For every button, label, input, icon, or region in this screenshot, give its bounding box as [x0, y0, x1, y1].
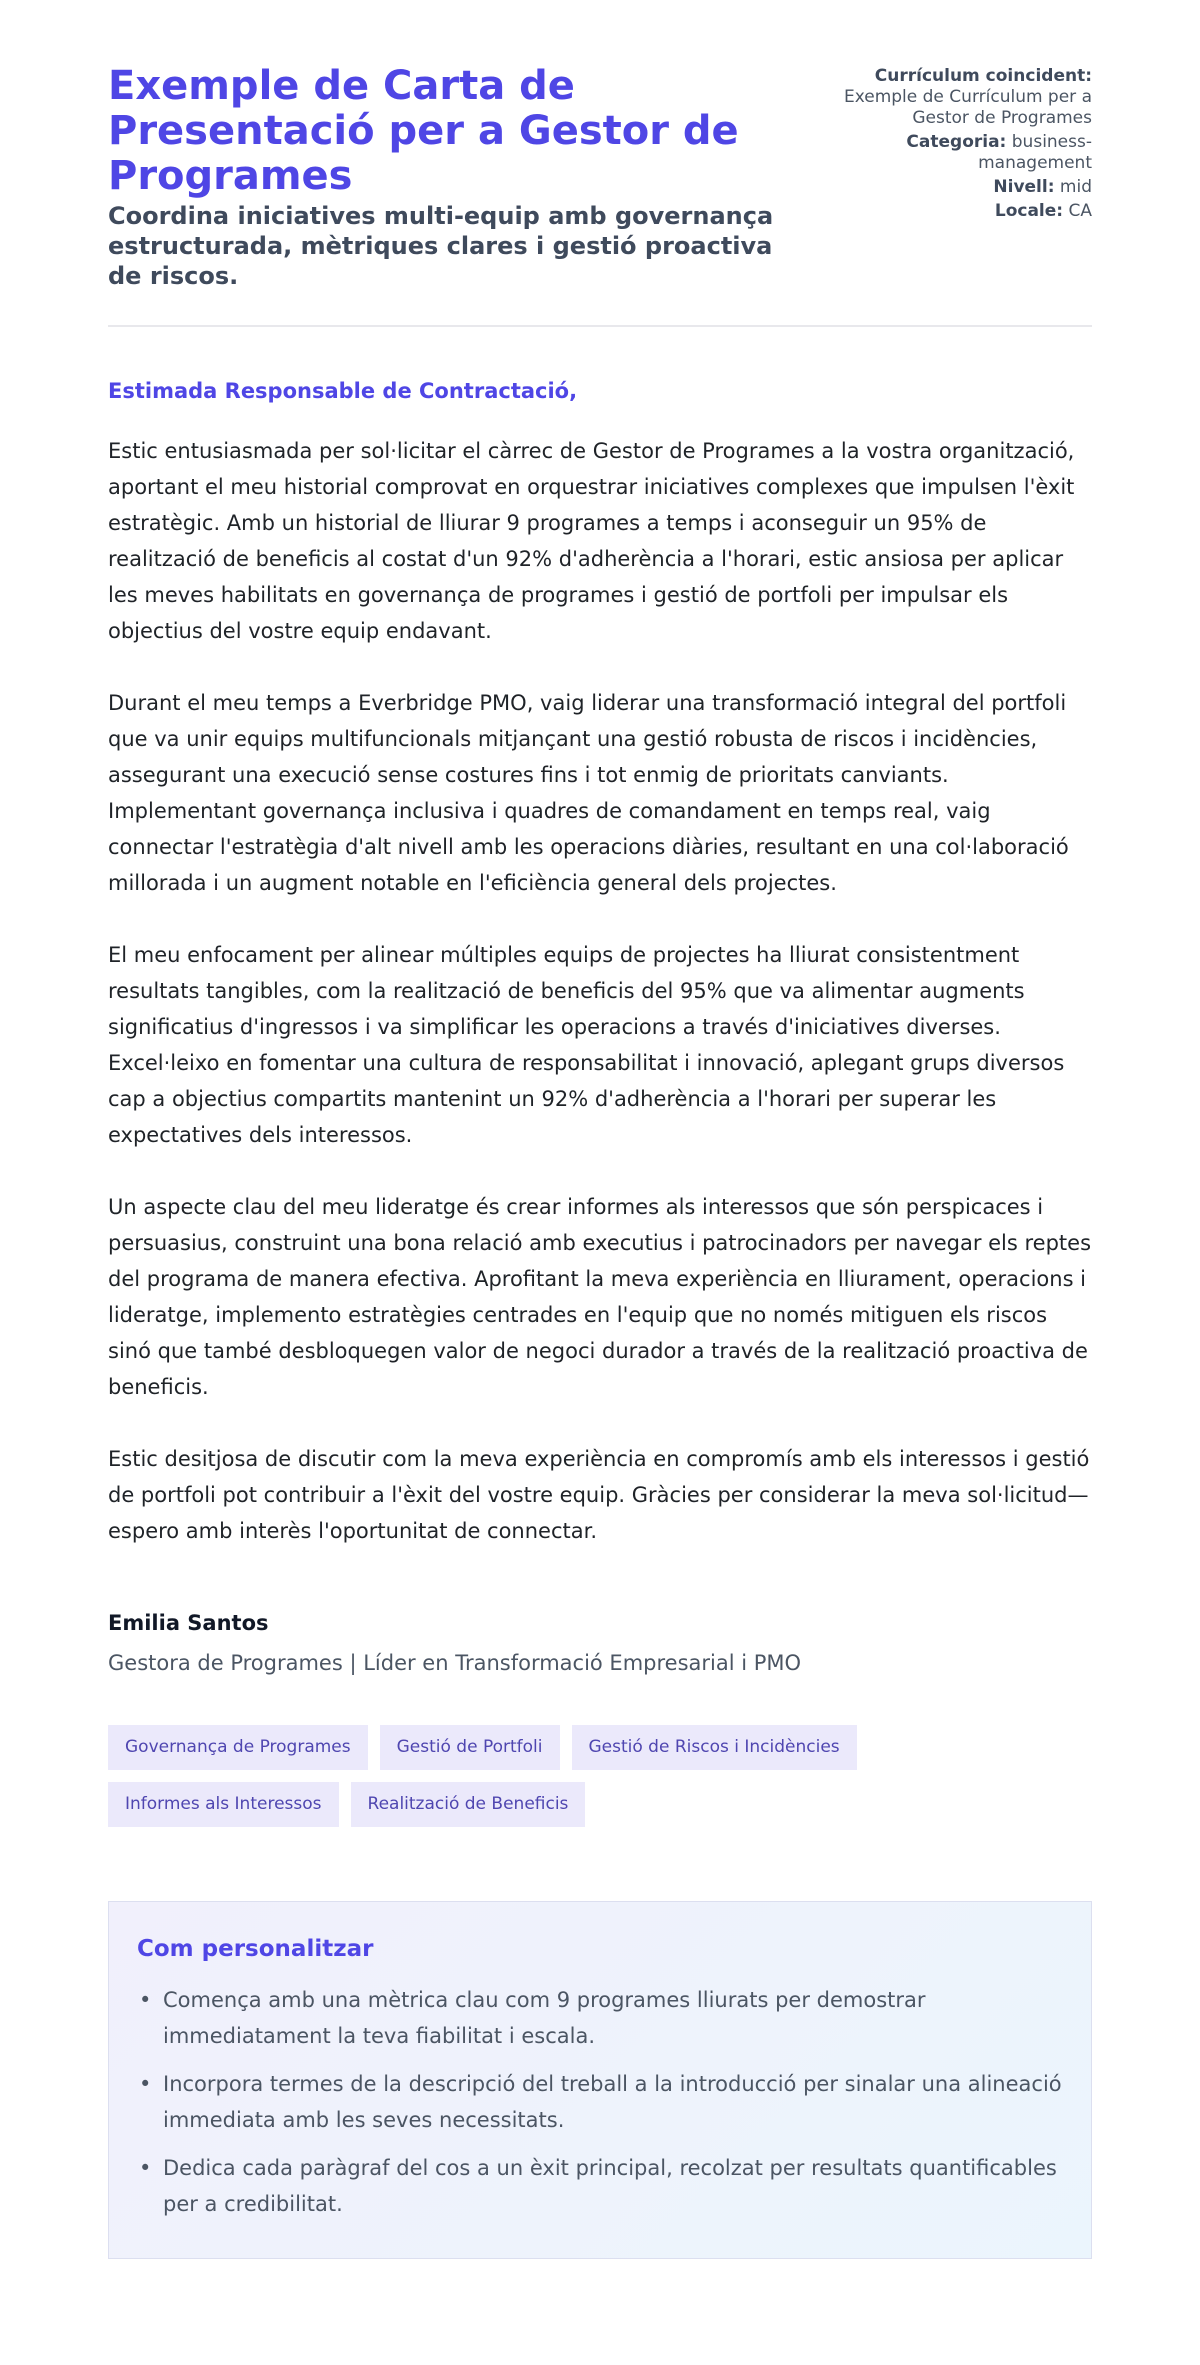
meta-value: CA — [1068, 201, 1092, 221]
customization-tips — [108, 1901, 1092, 2259]
letter-body — [108, 433, 1092, 1549]
bullet-icon: • — [139, 2072, 152, 2096]
tips-list — [137, 1982, 1063, 2222]
skill-tags — [108, 1725, 868, 1827]
page-title: Exemple de Carta de Presentació per a Gestor de Programes — [108, 63, 739, 199]
tips-title: Com personalitzar — [137, 1936, 374, 1962]
tip-text: Comença amb una mètrica clau com 9 programes lliurats per demostrar immediatament la teva fiabilitat i escala. — [163, 1988, 926, 2048]
paragraph-intro: Estic entusiasmada per sol·licitar el càrrec de Gestor de Programes a la vostra organització, aportant el meu historial comprovat en orquestrar iniciatives complexes que impulsen l'èxit estratègic. Amb un historial de lliurar 9 programes a temps i aconseguir un 95% de realització de beneficis al costat d'un 92% d'adherència a l'horari, estic ansiosa per aplicar les meves habilitats en governança de programes i gestió de portfoli per impulsar els objectius del vostre equip endavant. — [108, 439, 1075, 643]
signature-title: Gestora de Programes | Líder en Transformació Empresarial i PMO — [108, 1651, 802, 1675]
signature-name: Emilia Santos — [108, 1611, 269, 1635]
meta-matched-resume — [822, 66, 1092, 129]
page-subtitle: Coordina iniciatives multi-equip amb governança estructurada, mètriques clares i gestió proactiva de riscos. — [108, 202, 774, 290]
bullet-icon: • — [139, 2156, 152, 2180]
meta-key: Locale: — [994, 201, 1064, 221]
paragraph-experience: Durant el meu temps a Everbridge PMO, vaig liderar una transformació integral del portfoli que va unir equips multifuncionals mitjançant una gestió robusta de riscos i incidències, assegurant una execució sense costures fins i tot enmig de prioritats canviants. Implementant governança inclusiva i quadres de comandament en temps real, vaig connectar l'estratègia d'alt nivell amb les operacions diàries, resultant en una col·laboració millorada i un augment notable en l'eficiència general dels projectes. — [108, 691, 1069, 895]
tip-text: Incorpora termes de la descripció del treball a la introducció per sinalar una alineació immediata amb les seves necessitats. — [163, 2072, 1062, 2132]
tip-item — [137, 2066, 1063, 2138]
skill-tag: Realització de Beneficis — [351, 1782, 586, 1827]
meta-key: Categoria: — [906, 132, 1007, 152]
tip-item — [137, 1982, 1063, 2054]
skill-tag: Gestió de Portfoli — [380, 1725, 560, 1770]
tip-item — [137, 2150, 1063, 2222]
meta-key: Currículum coincident: — [874, 66, 1092, 86]
meta-info — [822, 66, 1092, 225]
paragraph-approach: El meu enfocament per alinear múltiples equips de projectes ha lliurat consistentment resultats tangibles, com la realització de beneficis del 95% que va alimentar augments significatius d'ingressos i va simplificar les operacions a través d'iniciatives diverses. Excel·leixo en fomentar una cultura de responsabilitat i innovació, aplegant grups diversos cap a objectius compartits mantenint un 92% d'adherència a l'horari per superar les expectatives dels interessos. — [108, 943, 1065, 1147]
meta-value: Exemple de Currículum per a Gestor de Programes — [843, 87, 1092, 128]
salutation: Estimada Responsable de Contractació, — [108, 379, 578, 403]
paragraph-leadership: Un aspecte clau del meu lideratge és crear informes als interessos que són perspicaces i persuasius, construint una bona relació amb executius i patrocinadors per navegar els reptes del programa de manera efectiva. Aprofitant la meva experiència en lliurament, operacions i lideratge, implemento estratègies centrades en l'equip que no només mitiguen els riscos sinó que també desbloquegen valor de negoci durador a través de la realització proactiva de beneficis. — [108, 1195, 1092, 1399]
meta-locale — [822, 201, 1092, 222]
meta-value: mid — [1059, 177, 1092, 197]
skill-tag: Gestió de Riscos i Incidències — [572, 1725, 857, 1770]
header-titles — [108, 64, 798, 291]
meta-value: business-management — [978, 132, 1092, 173]
signature — [108, 1611, 1092, 1675]
page-header — [108, 64, 1092, 327]
meta-key: Nivell: — [993, 177, 1055, 197]
skill-tag: Informes als Interessos — [108, 1782, 339, 1827]
meta-category — [822, 132, 1092, 174]
paragraph-closing: Estic desitjosa de discutir com la meva experiència en compromís amb els interessos i gestió de portfoli pot contribuir a l'èxit del vostre equip. Gràcies per considerar la meva sol·licitud—espero amb interès l'oportunitat de connectar. — [108, 1447, 1090, 1543]
skill-tag: Governança de Programes — [108, 1725, 368, 1770]
tip-text: Dedica cada paràgraf del cos a un èxit principal, recolzat per resultats quantificables per a credibilitat. — [163, 2156, 1057, 2216]
bullet-icon: • — [139, 1988, 152, 2012]
meta-level — [822, 177, 1092, 198]
